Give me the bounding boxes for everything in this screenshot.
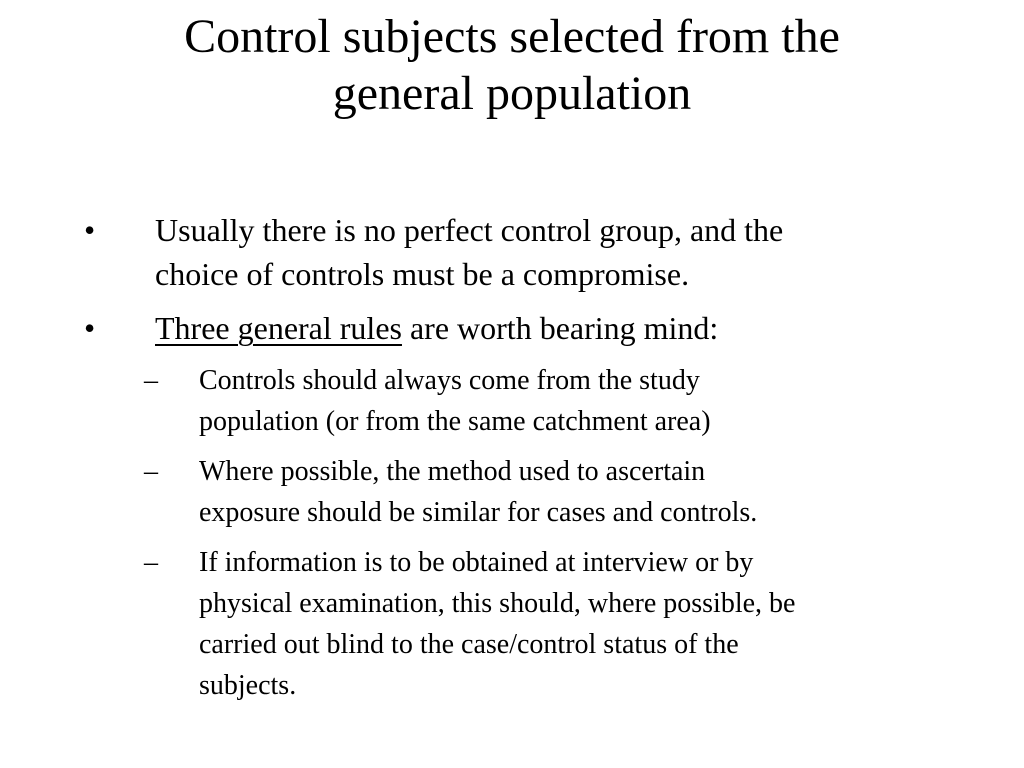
sub-bullet-text [199,542,979,706]
sub-bullet-text-line: If information is to be obtained at interview or by [199,547,754,578]
bullet-marker: • [84,310,96,346]
sub-bullet-text-line: subjects. [199,670,297,701]
bullet-text-line: Usually there is no perfect control group, and the [155,212,784,248]
bullet-list [0,208,1024,715]
bullet-text-line: choice of controls must be a compromise. [155,256,690,292]
bullet-marker: • [84,212,96,248]
sub-bullet-text-line: population (or from the same catchment area) [199,406,711,437]
sub-bullet-text-line: Controls should always come from the study [199,365,700,396]
sub-bullet-text [199,451,979,533]
bullet-item [0,306,1024,350]
sub-bullet-text-line: physical examination, this should, where possible, be [199,588,796,619]
sub-bullet-text [199,360,979,442]
dash-marker: – [144,456,158,487]
bullet-text [155,306,955,350]
sub-bullet-item [0,360,1024,442]
slide-title [60,8,964,122]
sub-bullet-text-line: exposure should be similar for cases and controls. [199,497,758,528]
slide-title-line: Control subjects selected from the [184,10,840,63]
dash-marker: – [144,365,158,396]
sub-bullet-item [0,542,1024,706]
bullet-text-line [155,306,955,350]
underlined-phrase: Three general rules [155,310,402,346]
sub-bullet-text-line: Where possible, the method used to ascertain [199,456,706,487]
sub-bullet-item [0,451,1024,533]
bullet-item [0,208,1024,296]
slide-title-line: general population [332,67,692,120]
bullet-text [155,208,955,296]
sub-bullet-text-line: carried out blind to the case/control status of the [199,629,739,660]
dash-marker: – [144,547,158,578]
bullet-text-rest: are worth bearing mind: [401,310,719,346]
